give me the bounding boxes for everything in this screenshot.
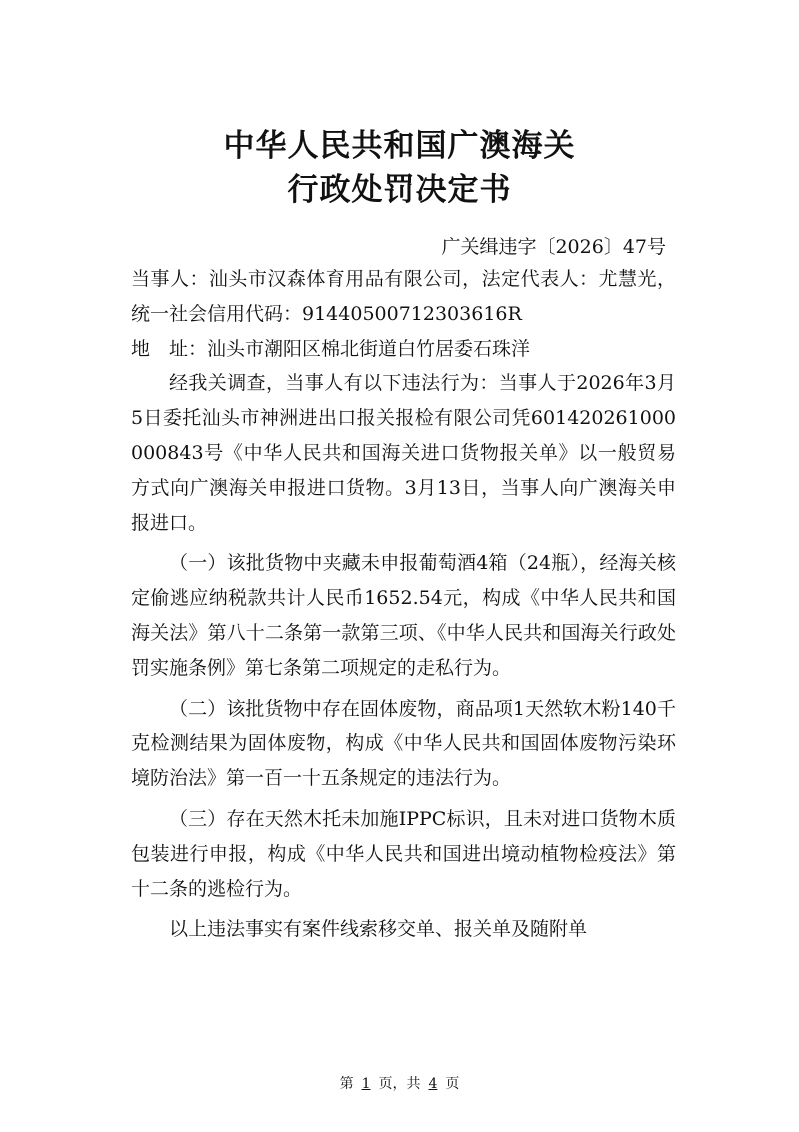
address-info (131, 332, 676, 367)
party-label: 当事人： (131, 268, 209, 290)
footer-page-number: 1 (361, 1076, 371, 1092)
paragraph-evidence: 以上违法事实有案件线索移交单、报关单及随附单 (169, 918, 588, 941)
page-footer (0, 1073, 799, 1093)
address-text: 汕头市潮阳区棉北街道白竹居委石珠洋 (207, 337, 531, 360)
document-title-line1: 中华人民共和国广澳海关 (223, 128, 576, 164)
paragraph-item-1: （一）该批货物中夹藏未申报葡萄酒4箱（24瓶），经海关核定偷逃应纳税款共计人民币1652.54元，构成《中华人民共和国海关法》第八十二条第一款第三项、《中华人民共和国海关行政处罚实施条例》第七条第二项规定的走私行为。 (131, 552, 676, 679)
footer-total-pages: 4 (428, 1076, 438, 1092)
paragraph-item-2: （二）该批货物中存在固体废物，商品项1天然软木粉140千克检测结果为固体废物，构成《中华人民共和国固体废物污染环境防治法》第一百一十五条规定的违法行为。 (131, 697, 676, 790)
footer-prefix: 第 (339, 1076, 354, 1092)
party-info (131, 262, 676, 332)
party-text: 汕头市汉森体育用品有限公司，法定代表人：尤慧光，统一社会信用代码：91440500712303616R (131, 268, 676, 325)
document-body (131, 262, 676, 947)
paragraph-item-3: （三）存在天然木托未加施IPPC标识，且未对进口货物木质包装进行申报，构成《中华人民共和国进出境动植物检疫法》第十二条的逃检行为。 (131, 807, 676, 900)
paragraph-investigation: 经我关调查，当事人有以下违法行为：当事人于2026年3月5日委托汕头市神洲进出口报关报检有限公司凭601420261000000843号《中华人民共和国海关进口货物报关单》以一般贸易方式向广澳海关申报进口货物。3月13日，当事人向广澳海关申报进口。 (131, 372, 676, 534)
footer-middle: 页，共 (378, 1076, 421, 1092)
address-label: 地 址： (131, 337, 208, 360)
footer-suffix: 页 (445, 1076, 460, 1092)
document-title-line2: 行政处罚决定书 (287, 172, 512, 208)
document-number: 广关缉违字〔2026〕47号 (441, 236, 666, 258)
